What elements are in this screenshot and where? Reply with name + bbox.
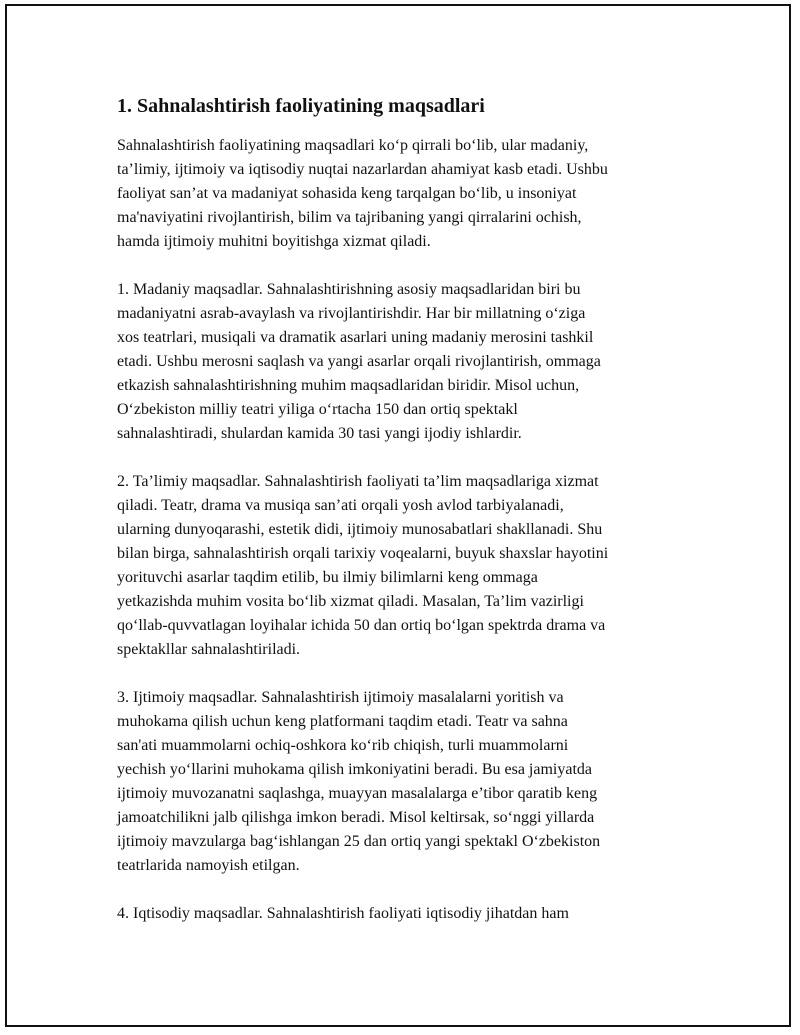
economic-goals-paragraph: 4. Iqtisodiy maqsadlar. Sahnalashtirish faoliyati iqtisodiy jihatdan ham — [117, 905, 569, 922]
educational-goals-paragraph: 2. Ta’limiy maqsadlar. Sahnalashtirish faoliyati ta’lim maqsadlariga xizmat qiladi. Teatr, drama va musiqa san’ati orqali yosh avlod tarbiyalanadi, ularning dunyoqarashi, estetik didi, ijtimoiy munosabatlari shakllanadi. Shu bilan birga, sahnalashtirish orqali tarixiy voqealarni, buyuk shaxslar hayotini yorituvchi asarlar taqdim etilib, bu ilmiy bilimlarni keng ommaga yetkazishda muhim vosita bo‘lib xizmat qiladi. Masalan, Ta’lim vazirligi qo‘llab-quvvatlagan loyihalar ichida 50 dan ortiq bo‘lgan spektrda drama va spektakllar sahnalashtiriladi. — [117, 473, 609, 658]
social-goals-paragraph: 3. Ijtimoiy maqsadlar. Sahnalashtirish ijtimoiy masalalarni yoritish va muhokama qilish uchun keng platformani taqdim etadi. Teatr va sahna san'ati muammolarni ochiq-oshkora ko‘rib chiqish, turli muammolarni yechish yo‘llarini muhokama qilish imkoniyatini beradi. Bu esa jamiyatda ijtimoiy muvozanatni saqlashga, muayyan masalalarga e’tibor qaratib keng jamoatchilikni jalb qilishga imkon beradi. Misol keltirsak, so‘nggi yillarda ijtimoiy mavzularga bag‘ishlangan 25 dan ortiq yangi spektakl O‘zbekiston teatrlarida namoyish etilgan. — [117, 689, 601, 874]
intro-paragraph: Sahnalashtirish faoliyatining maqsadlari ko‘p qirrali bo‘lib, ular madaniy, ta’limiy, ijtimoiy va iqtisodiy nuqtai nazarlardan ahamiyat kasb etadi. Ushbu faoliyat san’at va madaniyat sohasida keng tarqalgan bo‘lib, u insoniyat ma'naviyatini rivojlantirish, bilim va tajribaning yangi qirralarini ochish, hamda ijtimoiy muhitni boyitishga xizmat qiladi. — [117, 137, 608, 250]
cultural-goals-paragraph: 1. Madaniy maqsadlar. Sahnalashtirishning asosiy maqsadlaridan biri bu madaniyatni asrab-avaylash va rivojlantirishdir. Har bir millatning o‘ziga xos teatrlari, musiqali va dramatik asarlari uning madaniy merosini tashkil etadi. Ushbu merosni saqlash va yangi asarlar orqali rivojlantirish, ommaga etkazish sahnalashtirishning muhim maqsadlaridan biridir. Misol uchun, O‘zbekiston milliy teatri yiliga o‘rtacha 150 dan ortiq spektakl sahnalashtiradi, shulardan kamida 30 tasi yangi ijodiy ishlardir. — [117, 281, 601, 442]
document-body — [117, 92, 697, 926]
section-heading: 1. Sahnalashtirish faoliyatining maqsadlari — [117, 95, 485, 117]
